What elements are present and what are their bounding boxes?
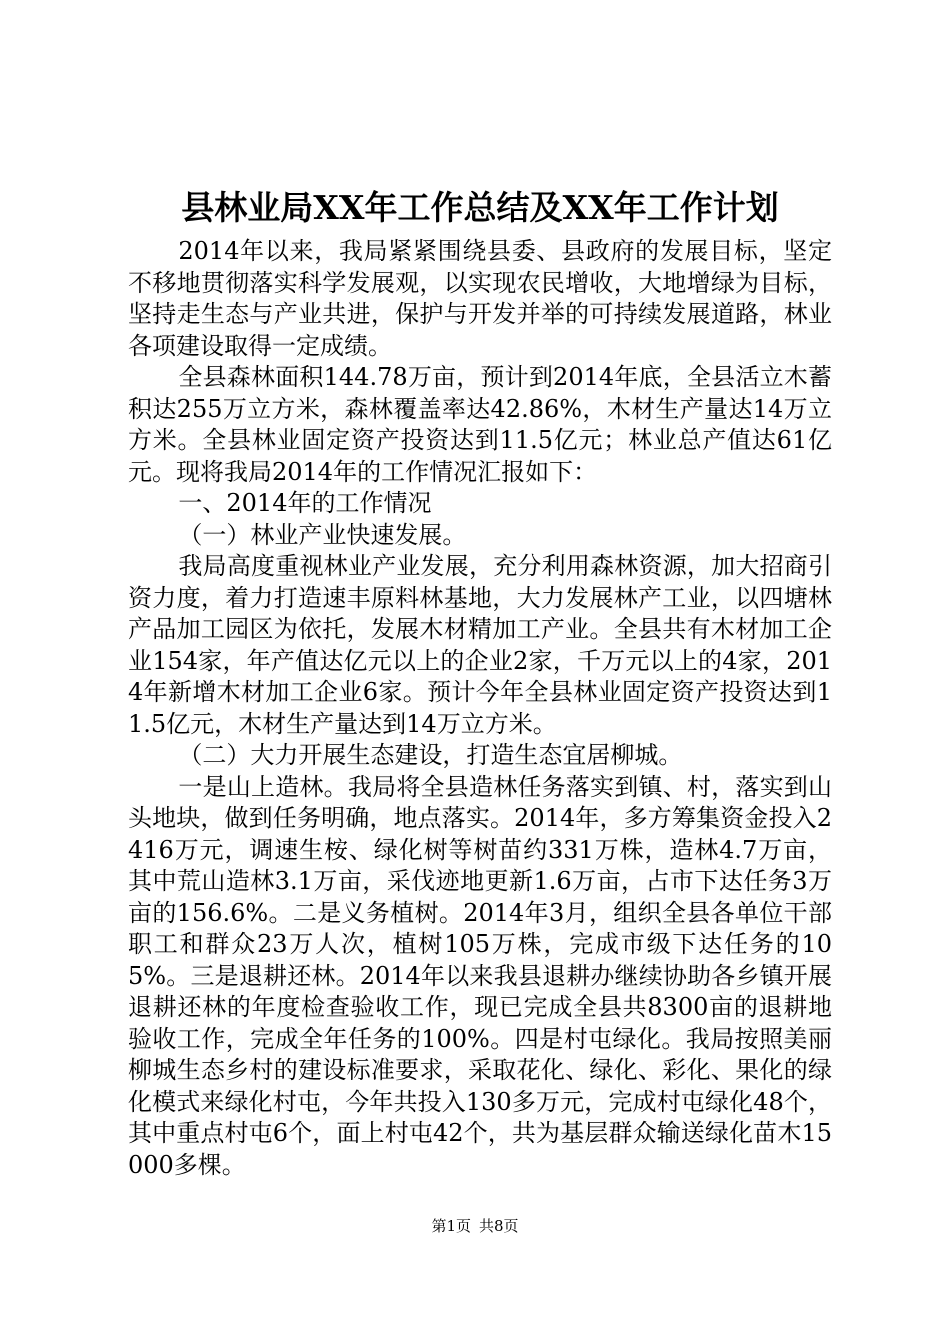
subsection-heading-industry: （一）林业产业快速发展。 <box>178 520 467 549</box>
document-body <box>128 236 832 1181</box>
page-total: 共8页 <box>479 1217 519 1235</box>
paragraph-ecology: 一是山上造林。我局将全县造林任务落实到镇、村，落实到山头地块，做到任务明确，地点落实。2014年，多方筹集资金投入2416万元，调速生桉、绿化树等树苗约331万株，造林4.7万亩，其中荒山造林3.1万亩，采伐迹地更新1.6万亩，占市下达任务3万亩的156.6%。二是义务植树。2014年3月，组织全县各单位干部职工和群众23万人次，植树105万株，完成市级下达任务的105%。三是退耕还林。2014年以来我县退耕办继续协助各乡镇开展退耕还林的年度检查验收工作，现已完成全县共8300亩的退耕地验收工作，完成全年任务的100%。四是村屯绿化。我局按照美丽柳城生态乡村的建设标准要求，采取花化、绿化、彩化、果化的绿化模式来绿化村屯，今年共投入130多万元，完成村屯绿化48个，其中重点村屯6个，面上村屯42个，共为基层群众输送绿化苗木15000多棵。 <box>128 772 832 1179</box>
paragraph-forest-stats: 全县森林面积144.78万亩，预计到2014年底，全县活立木蓄积达255万立方米，森林覆盖率达42.86%，木材生产量达14万立方米。全县林业固定资产投资达到11.5亿元；林业总产值达61亿元。现将我局2014年的工作情况汇报如下： <box>128 363 832 486</box>
paragraph-industry: 我局高度重视林业产业发展，充分利用森林资源，加大招商引资力度，着力打造速丰原料林基地，大力发展林产工业，以四塘林产品加工园区为依托，发展木材精加工产业。全县共有木材加工企业154家，年产值达亿元以上的企业2家，千万元以上的4家，2014年新增木材加工企业6家。预计今年全县林业固定资产投资达到11.5亿元，木材生产量达到14万立方米。 <box>128 552 832 738</box>
page-number: 第1页 <box>431 1217 471 1235</box>
page-footer <box>0 1216 950 1236</box>
subsection-heading-ecology: （二）大力开展生态建设，打造生态宜居柳城。 <box>178 741 683 769</box>
document-title: 县林业局XX年工作总结及XX年工作计划 <box>181 188 779 227</box>
paragraph-intro: 2014年以来，我局紧紧围绕县委、县政府的发展目标，坚定不移地贯彻落实科学发展观，以实现农民增收，大地增绿为目标，坚持走生态与产业共进，保护与开发并举的可持续发展道路，林业各项建设取得一定成绩。 <box>128 237 832 360</box>
section-heading-work-status: 一、2014年的工作情况 <box>178 489 432 517</box>
